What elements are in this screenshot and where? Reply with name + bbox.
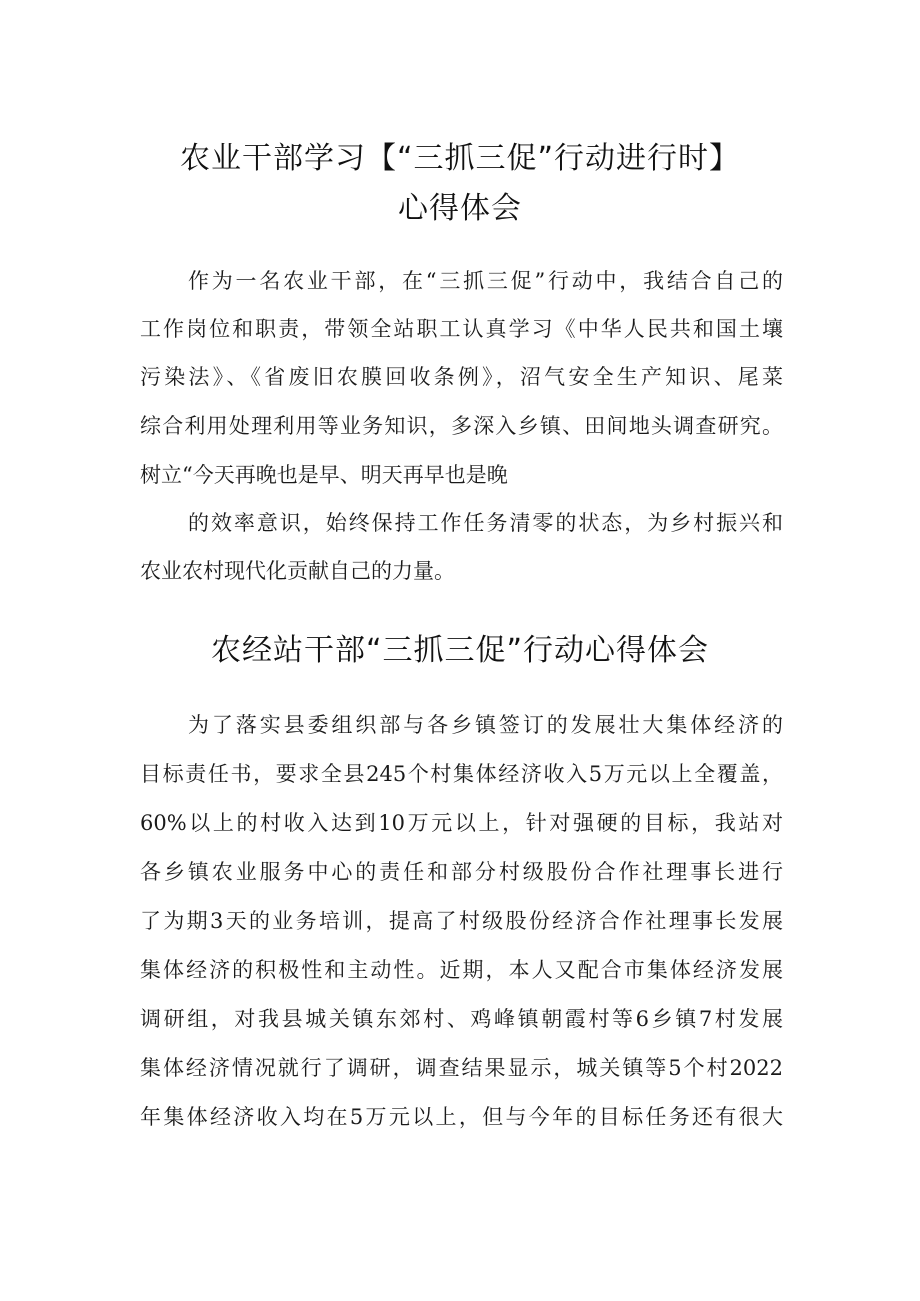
section1-paragraph-line: 工作岗位和职责，带领全站职工认真学习《中华人民共和国土壤 [140, 317, 783, 341]
section1-title-line1: 农业干部学习【“三抓三促”行动进行时】 [179, 141, 741, 176]
section2-paragraph-line: 为了落实县委组织部与各乡镇签订的发展壮大集体经济的 [188, 713, 783, 737]
section2-paragraph-line: 集体经济的积极性和主动性。近期，本人又配合市集体经济发展 [140, 958, 783, 982]
section2-paragraph-line: 60%以上的村收入达到10万元以上，针对强硬的目标，我站对 [140, 811, 783, 835]
section1-paragraph-line: 树立“今天再晚也是早、明天再早也是晚 [140, 463, 508, 487]
section2-title: 农经站干部“三抓三促”行动心得体会 [210, 633, 710, 668]
section1-paragraph-line: 的效率意识，始终保持工作任务清零的状态，为乡村振兴和 [188, 511, 783, 535]
section1-paragraph-line: 污染法》、《省废旧农膜回收条例》，沼气安全生产知识、尾菜 [140, 365, 783, 389]
section2-paragraph-line: 集体经济情况就行了调研，调查结果显示，城关镇等5个村2022 [140, 1056, 783, 1080]
section2-paragraph-line: 调研组，对我县城关镇东郊村、鸡峰镇朝霞村等6乡镇7村发展 [140, 1007, 783, 1031]
section1-paragraph-line: 作为一名农业干部，在“三抓三促”行动中，我结合自己的 [188, 269, 783, 293]
section2-paragraph-line: 年集体经济收入均在5万元以上，但与今年的目标任务还有很大 [140, 1105, 783, 1129]
section1-paragraph-line: 农业农村现代化贡献自己的力量。 [140, 559, 455, 583]
section2-paragraph-line: 了为期3天的业务培训，提高了村级股份经济合作社理事长发展 [140, 909, 783, 933]
section1-title-line2: 心得体会 [398, 191, 522, 226]
section1-paragraph-line: 综合利用处理利用等业务知识，多深入乡镇、田间地头调查研究。 [140, 414, 783, 438]
section2-paragraph-line: 各乡镇农业服务中心的责任和部分村级股份合作社理事长进行 [140, 860, 783, 884]
section2-paragraph-line: 目标责任书，要求全县245个村集体经济收入5万元以上全覆盖， [140, 762, 783, 786]
